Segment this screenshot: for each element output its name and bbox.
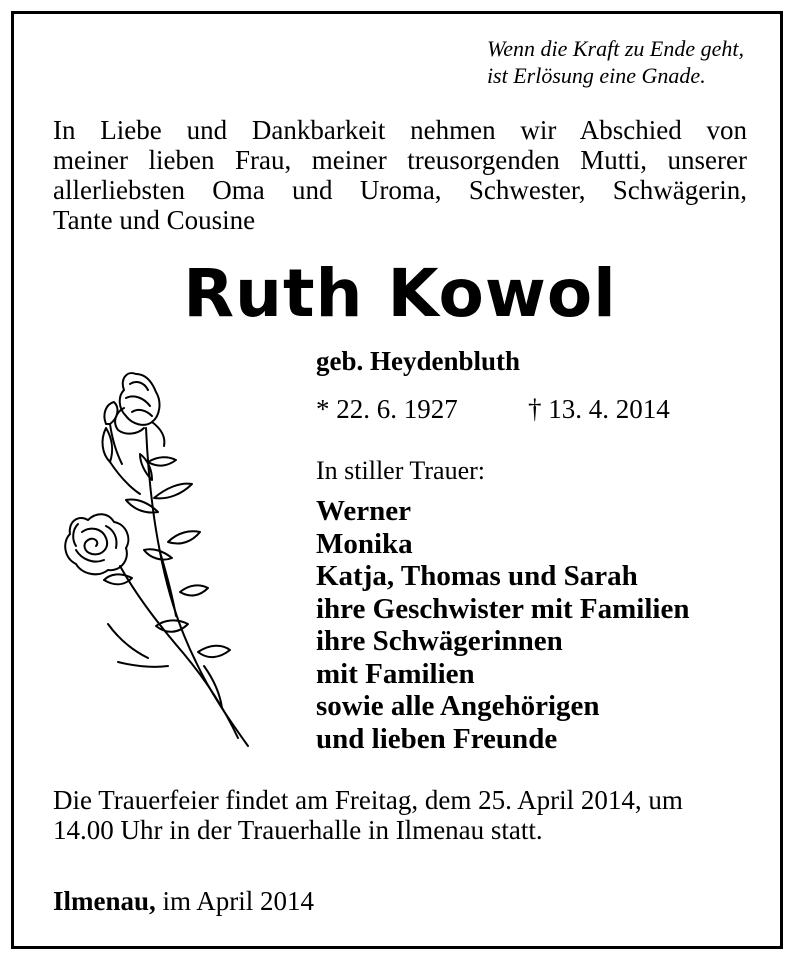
- funeral-line: Die Trauerfeier findet am Freitag, dem 25. April 2014, um: [53, 785, 683, 815]
- funeral-info: [53, 785, 683, 845]
- motto-line: ist Erlösung eine Gnade.: [486, 63, 706, 88]
- place-date: [53, 886, 314, 917]
- mourner-entry: Katja, Thomas und Sarah: [316, 560, 638, 592]
- mourner-entry: ihre Schwägerinnen: [316, 625, 563, 657]
- motto-quote: [487, 35, 744, 89]
- mourner-entry: ihre Geschwister mit Familien: [316, 592, 690, 625]
- funeral-line: 14.00 Uhr in der Trauerhalle in Ilmenau statt.: [53, 815, 543, 845]
- rose-icon: [48, 362, 280, 754]
- mourners-list: [316, 495, 689, 755]
- intro-line: Tante und Cousine: [53, 205, 256, 235]
- intro-line: allerliebsten Oma und Uroma, Schwester, Schwägerin,: [53, 175, 747, 205]
- motto-line: Wenn die Kraft zu Ende geht,: [486, 36, 744, 61]
- life-dates: [316, 394, 670, 425]
- deceased-name: Ruth Kowol: [183, 255, 617, 332]
- mourner-entry: Monika: [316, 527, 413, 560]
- birth-name: geb. Heydenbluth: [316, 346, 521, 376]
- intro-line: meiner lieben Frau, meiner treusorgenden Mutti, unserer: [53, 145, 747, 175]
- mourners-label: In stiller Trauer:: [316, 456, 485, 485]
- intro-line: In Liebe und Dankbarkeit nehmen wir Abschied von: [53, 115, 747, 145]
- death-date: † 13. 4. 2014: [528, 394, 670, 424]
- notice-date: im April 2014: [162, 886, 315, 916]
- intro-text: [53, 115, 747, 235]
- mourner-entry: Werner: [316, 495, 412, 527]
- mourner-entry: mit Familien: [316, 657, 475, 690]
- mourner-entry: sowie alle Angehörigen: [316, 690, 600, 722]
- birth-date: * 22. 6. 1927: [316, 394, 458, 424]
- mourner-entry: und lieben Freunde: [316, 722, 558, 755]
- place-name: Ilmenau,: [53, 886, 156, 916]
